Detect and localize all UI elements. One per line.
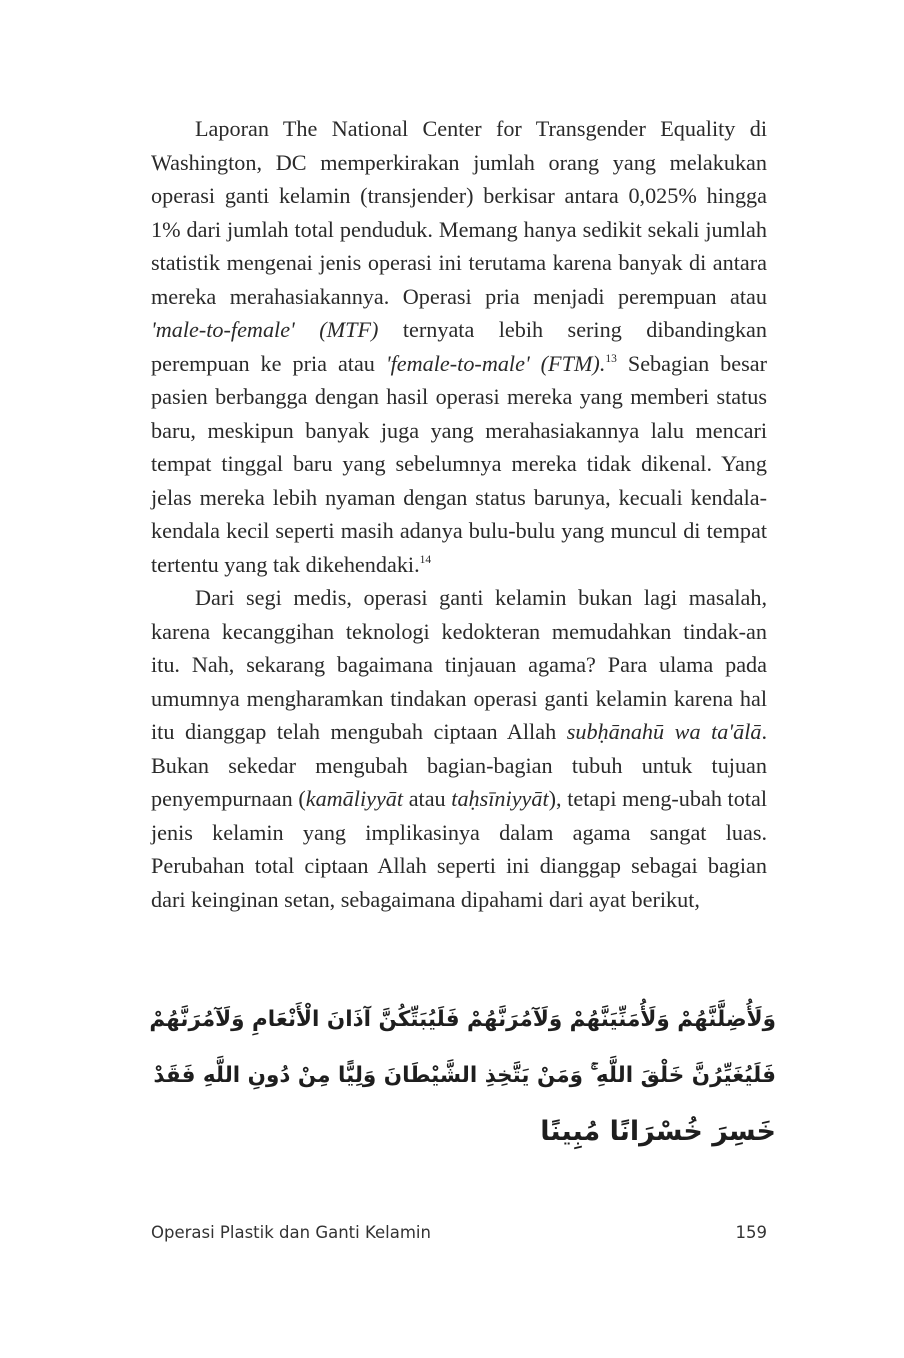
text-run: Sebagian besar pasien berbangga dengan hasil operasi mereka yang memberi status baru, meskipun banyak juga yang merahasiakannya lalu mencari tempat tinggal baru yang sebelumnya mereka tidak dikenal. Yang jelas mereka lebih nyaman dengan status barunya, kecuali kendala-kendala kecil seperti masih adanya bulu-bulu yang muncul di tempat tertentu yang tak dikehendaki. <box>151 350 767 577</box>
italic-term: subḥānahū wa ta'ālā <box>566 719 762 744</box>
page-number: 159 <box>735 1223 767 1242</box>
text-run: ternyata lebih sering dibandingkan perempuan ke pria atau <box>151 317 768 376</box>
text-run: ), tetapi meng-ubah total jenis kelamin yang implikasinya dalam agama sangat luas. Perubahan total ciptaan Allah seperti ini dianggap sebagai bagian dari keinginan setan, sebagaimana dipahami dari ayat berikut, <box>151 786 767 912</box>
footnote-ref-14[interactable]: 14 <box>419 553 432 566</box>
text-run: Laporan The National Center for Transgender Equality di Washington, DC memperkirakan jumlah orang yang melakukan operasi ganti kelamin (transjender) berkisar antara 0,025% hingga 1% dari jumlah total penduduk. Memang hanya sedikit sekali jumlah statistik mengenai jenis operasi ini terutama karena banyak di antara mereka merahasiakannya. Operasi pria menjadi perempuan atau <box>151 116 767 309</box>
verse-line-2: فَلَيُغَيِّرُنَّ خَلْقَ اللَّهِ ۚ وَمَنْ يَتَّخِذِ الشَّيْطَانَ وَلِيًّا مِنْ دُونِ اللَّهِ فَقَدْ <box>153 1063 776 1088</box>
main-text <box>151 112 767 916</box>
paragraph-1 <box>151 112 767 581</box>
text-run: atau <box>403 786 452 811</box>
italic-term: 'female-to-male' (FTM). <box>385 350 606 376</box>
page-footer <box>151 1223 767 1247</box>
paragraph-2 <box>151 581 767 916</box>
running-title: Operasi Plastik dan Ganti Kelamin <box>151 1223 431 1242</box>
italic-term: taḥsīniyyāt <box>451 786 549 811</box>
text-run: Dari segi medis, operasi ganti kelamin bukan lagi masalah, karena kecanggihan teknologi kedokteran memudahkan tindak-an itu. Nah, sekarang bagaimana tinjauan agama? Para ulama pada umumnya mengharamkan tindakan operasi ganti kelamin karena hal itu dianggap telah mengubah ciptaan Allah <box>151 585 767 744</box>
quran-verse <box>140 992 776 1160</box>
italic-term: kamāliyyāt <box>305 786 404 811</box>
verse-line-3: خَسِرَ خُسْرَانًا مُبِينًا <box>540 1116 776 1147</box>
text-run: . Bukan sekedar mengubah bagian-bagian tubuh untuk tujuan penyempurnaan ( <box>151 719 767 811</box>
verse-line-1: وَلَأُضِلَّنَّهُمْ وَلَأُمَنِّيَنَّهُمْ وَلَآمُرَنَّهُمْ فَلَيُبَتِّكُنَّ آذَانَ الْأَنْعَامِ وَلَآمُرَنَّهُمْ <box>149 1007 776 1032</box>
footnote-ref-13[interactable]: 13 <box>605 352 617 365</box>
italic-term: 'male-to-female' (MTF) <box>151 317 379 342</box>
